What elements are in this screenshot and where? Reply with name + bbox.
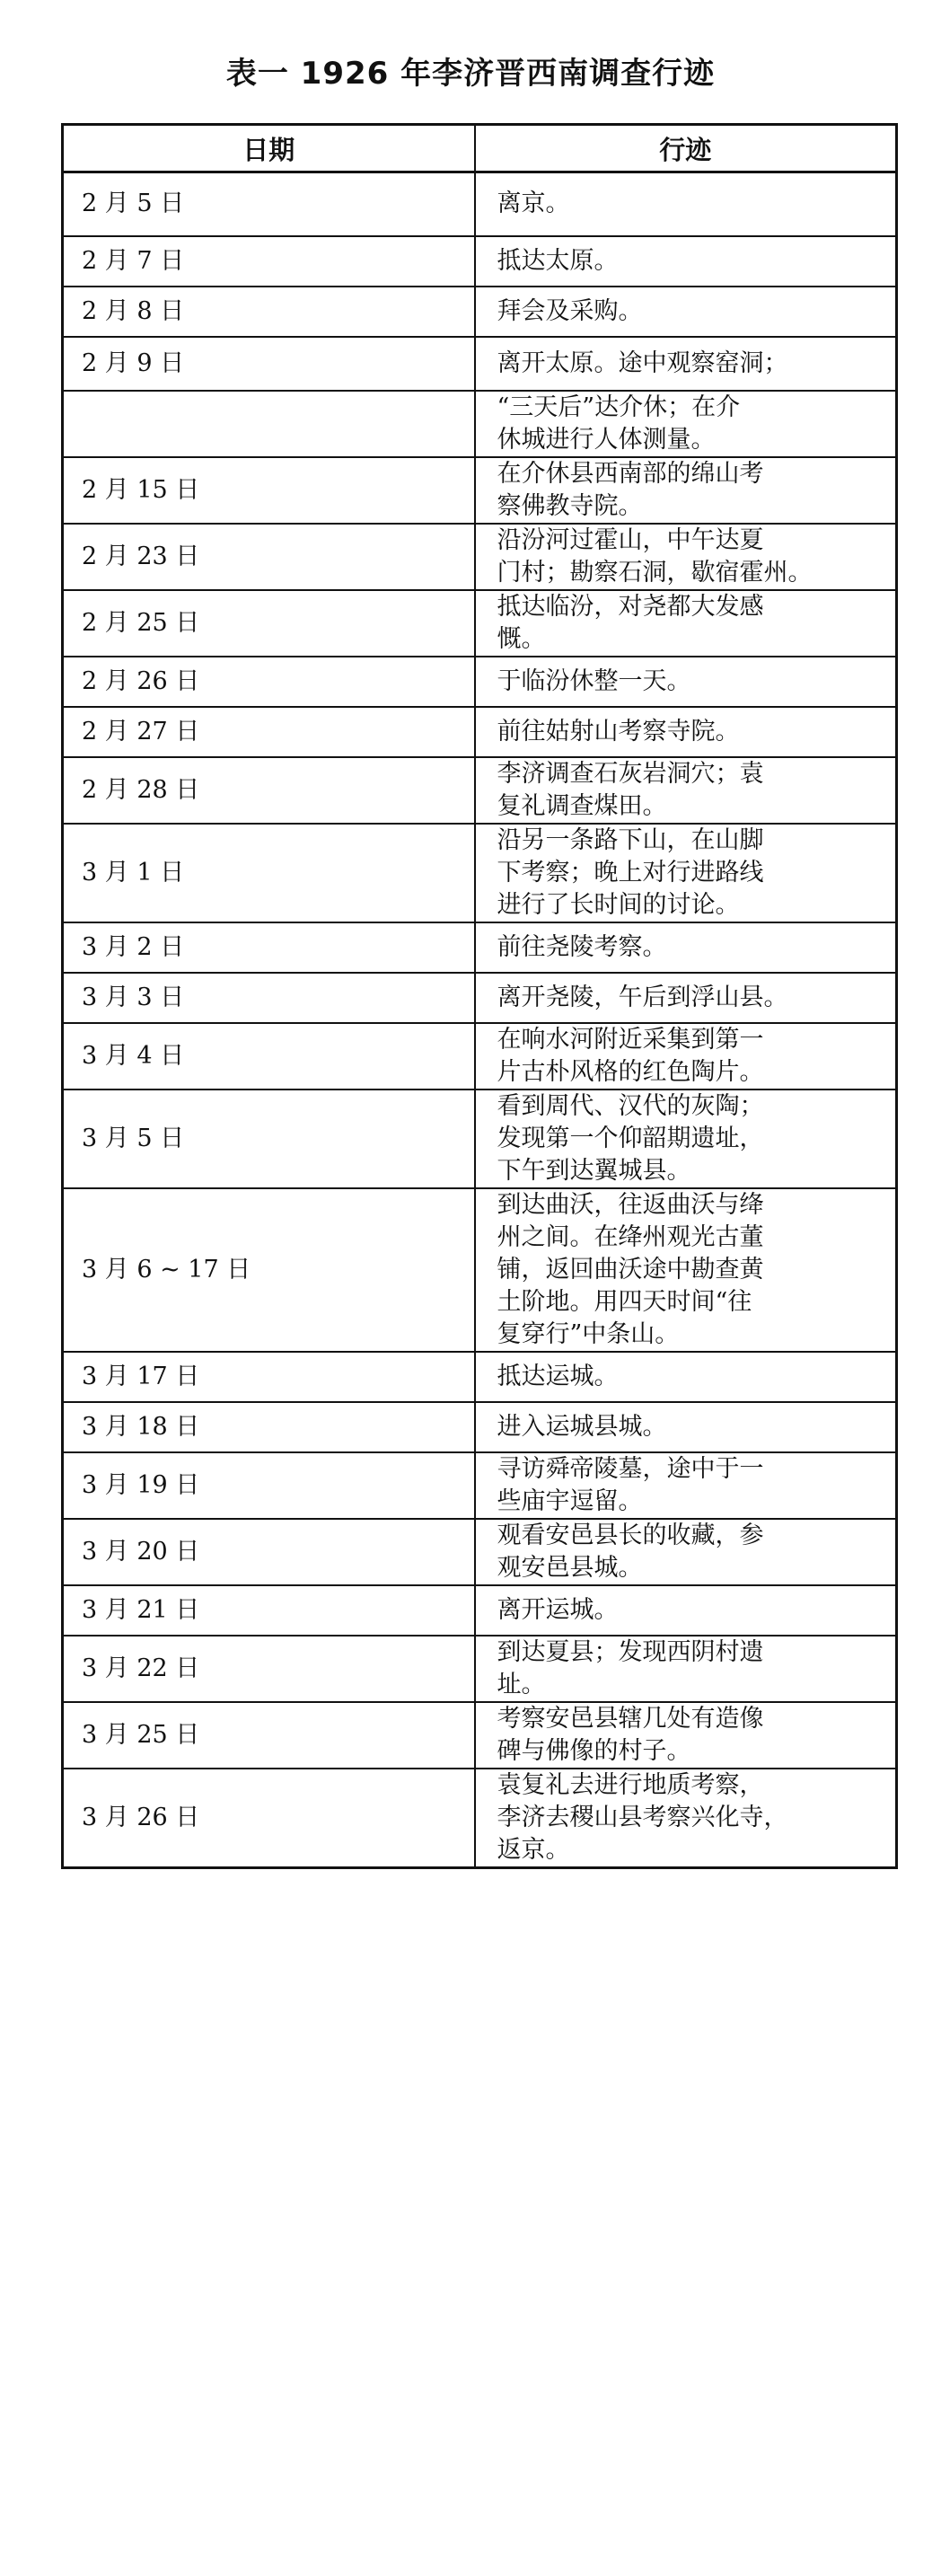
table-row	[63, 1023, 897, 1090]
table-row	[63, 457, 897, 524]
trace-text: 在介休县西南部的绵山考 察佛教寺院。	[497, 459, 764, 520]
date-cell: 3 月 20 日	[63, 1519, 475, 1585]
table-row	[63, 1702, 897, 1769]
trace-cell	[475, 1402, 897, 1452]
date-cell: 2 月 26 日	[63, 657, 475, 707]
trace-cell	[475, 1352, 897, 1402]
trace-cell	[475, 391, 897, 457]
trace-text: 看到周代、汉代的灰陶； 发现第一个仰韶期遗址， 下午到达翼城县。	[497, 1091, 764, 1185]
table-title: 表一 1926 年李济晋西南调查行迹	[225, 56, 716, 92]
table-row	[63, 824, 897, 922]
table-row	[63, 657, 897, 707]
trace-cell	[475, 236, 897, 287]
trace-cell	[475, 1452, 897, 1519]
date-cell: 3 月 18 日	[63, 1402, 475, 1452]
table-row	[63, 757, 897, 824]
trace-text: 拜会及采购。	[497, 296, 643, 325]
table-row	[63, 287, 897, 337]
trace-text: 到达夏县；发现西阴村遗 址。	[497, 1637, 764, 1698]
trace-cell	[475, 337, 897, 391]
table-row	[63, 337, 897, 391]
table-row	[63, 1402, 897, 1452]
table-row	[63, 707, 897, 757]
trace-cell	[475, 1023, 897, 1090]
table-header-row	[63, 125, 897, 172]
trace-cell	[475, 1519, 897, 1585]
table-row	[63, 1452, 897, 1519]
trace-text: 李济调查石灰岩洞穴；袁 复礼调查煤田。	[497, 759, 764, 820]
trace-cell	[475, 922, 897, 973]
table-row	[63, 1769, 897, 1868]
date-cell: 3 月 25 日	[63, 1702, 475, 1769]
trace-text: 进入运城县城。	[497, 1412, 667, 1441]
trace-text: 离开运城。	[497, 1595, 619, 1624]
trace-cell	[475, 287, 897, 337]
trace-text: 离开尧陵，午后到浮山县。	[497, 983, 788, 1011]
trace-text: 离京。	[497, 190, 570, 218]
trace-cell	[475, 707, 897, 757]
trace-text: 抵达太原。	[497, 246, 619, 275]
table-row	[63, 1636, 897, 1702]
date-cell: 2 月 8 日	[63, 287, 475, 337]
table-row	[63, 922, 897, 973]
table-row	[63, 590, 897, 657]
trace-text: 考察安邑县辖几处有造像 碑与佛像的村子。	[497, 1704, 764, 1765]
date-cell: 3 月 19 日	[63, 1452, 475, 1519]
trace-cell	[475, 1090, 897, 1188]
date-cell: 3 月 4 日	[63, 1023, 475, 1090]
trace-cell	[475, 1188, 897, 1352]
trace-text: 观看安邑县长的收藏，参 观安邑县城。	[497, 1521, 764, 1582]
trace-cell	[475, 757, 897, 824]
date-cell: 3 月 5 日	[63, 1090, 475, 1188]
trace-cell	[475, 1636, 897, 1702]
trace-cell	[475, 1702, 897, 1769]
trace-text: “三天后”达介休；在介 休城进行人体测量。	[497, 393, 741, 454]
date-cell: 3 月 22 日	[63, 1636, 475, 1702]
trace-text: 寻访舜帝陵墓，途中于一 些庙宇逗留。	[497, 1454, 764, 1515]
table-row	[63, 236, 897, 287]
table-row	[63, 172, 897, 236]
trace-cell	[475, 457, 897, 524]
trace-text: 沿另一条路下山，在山脚 下考察；晚上对行进路线 进行了长时间的讨论。	[497, 825, 764, 919]
table-row	[63, 391, 897, 457]
date-cell: 3 月 17 日	[63, 1352, 475, 1402]
trace-text: 在响水河附近采集到第一 片古朴风格的红色陶片。	[497, 1025, 764, 1086]
trace-text: 袁复礼去进行地质考察， 李济去稷山县考察兴化寺， 返京。	[497, 1770, 788, 1864]
date-cell: 3 月 3 日	[63, 973, 475, 1023]
table-row	[63, 524, 897, 590]
date-cell: 2 月 28 日	[63, 757, 475, 824]
trace-cell	[475, 590, 897, 657]
date-cell: 3 月 1 日	[63, 824, 475, 922]
trace-text: 前往姑射山考察寺院。	[497, 717, 740, 745]
trace-cell	[475, 1769, 897, 1868]
table-row	[63, 1090, 897, 1188]
date-cell: 2 月 15 日	[63, 457, 475, 524]
date-cell: 2 月 7 日	[63, 236, 475, 287]
date-cell	[63, 391, 475, 457]
trace-text: 抵达运城。	[497, 1362, 619, 1390]
date-cell: 2 月 5 日	[63, 172, 475, 236]
date-cell: 2 月 25 日	[63, 590, 475, 657]
table-row	[63, 1585, 897, 1636]
date-cell: 3 月 26 日	[63, 1769, 475, 1868]
trace-text: 抵达临汾，对尧都大发感 慨。	[497, 592, 764, 653]
header-date: 日期	[63, 125, 475, 172]
trace-text: 前往尧陵考察。	[497, 932, 667, 961]
header-trace: 行迹	[475, 125, 897, 172]
table-body	[63, 172, 897, 1868]
trace-cell	[475, 824, 897, 922]
trace-cell	[475, 973, 897, 1023]
trace-text: 于临汾休整一天。	[497, 666, 691, 695]
date-cell: 2 月 23 日	[63, 524, 475, 590]
date-cell: 3 月 21 日	[63, 1585, 475, 1636]
trace-cell	[475, 172, 897, 236]
trace-text: 到达曲沃，往返曲沃与绛 州之间。在绛州观光古董 铺，返回曲沃途中勘查黄 土阶地。用四天时间“往 复穿行”中条山。	[497, 1190, 764, 1348]
trace-cell	[475, 524, 897, 590]
date-cell: 2 月 27 日	[63, 707, 475, 757]
table-row	[63, 1188, 897, 1352]
trace-cell	[475, 657, 897, 707]
date-cell: 3 月 6 ~ 17 日	[63, 1188, 475, 1352]
trace-text: 离开太原。途中观察窑洞；	[497, 348, 788, 377]
date-cell: 2 月 9 日	[63, 337, 475, 391]
trace-text: 沿汾河过霍山，中午达夏 门村；勘察石洞，歇宿霍州。	[497, 525, 813, 587]
table-row	[63, 1352, 897, 1402]
table-row	[63, 973, 897, 1023]
itinerary-table	[61, 123, 898, 1869]
table-row	[63, 1519, 897, 1585]
date-cell: 3 月 2 日	[63, 922, 475, 973]
trace-cell	[475, 1585, 897, 1636]
